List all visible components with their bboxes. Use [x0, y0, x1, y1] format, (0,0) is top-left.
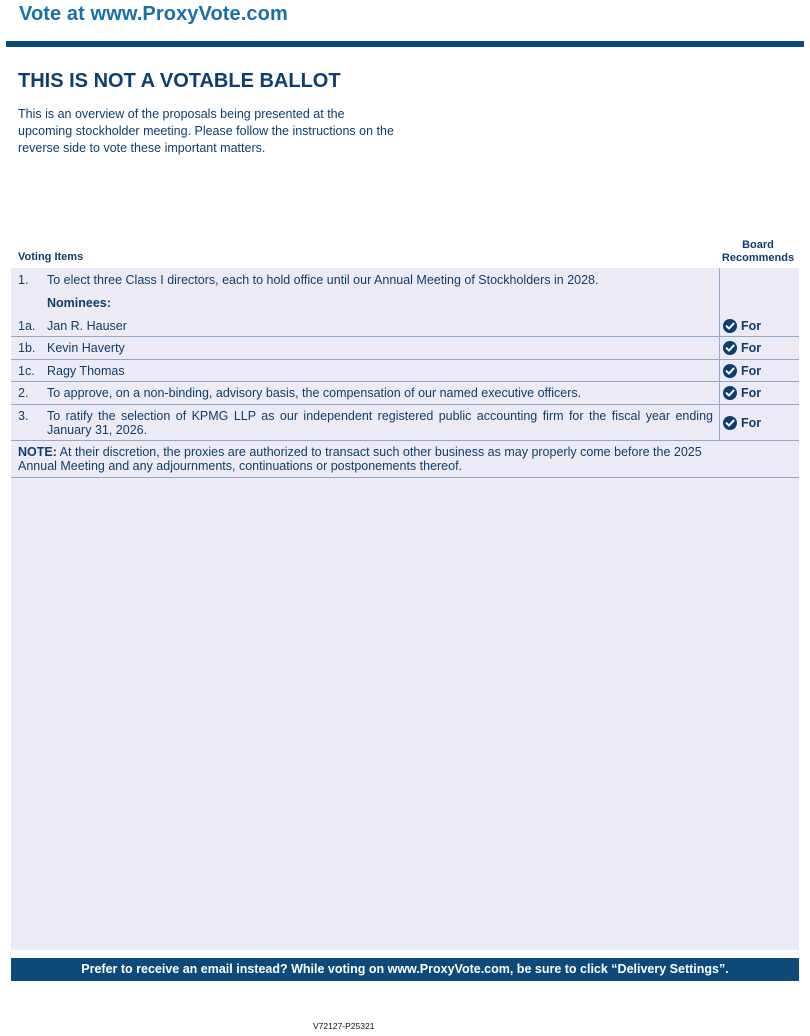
row-divider	[11, 381, 799, 382]
item-text: To elect three Class I directors, each to hold office until our Annual Meeting of Stockholders in 2028.	[47, 273, 599, 287]
recommendation-label: For	[741, 415, 762, 430]
voting-items-panel	[11, 268, 799, 950]
item-number: 1c.	[18, 364, 35, 378]
check-circle-icon	[723, 364, 737, 378]
document-code: V72127-P25321	[313, 1021, 375, 1031]
check-circle-icon	[723, 386, 737, 400]
recommendation	[723, 385, 761, 400]
item-number: 1a.	[18, 319, 36, 333]
nominee-name: Kevin Haverty	[47, 341, 125, 355]
note-text: At their discretion, the proxies are authorized to transact such other business as may properly come before the 2025 Annual Meeting and any adjournments, continuations or postponements thereof.	[18, 445, 702, 473]
recommendation-label: For	[741, 318, 762, 333]
header-title: Vote at www.ProxyVote.com	[19, 3, 288, 25]
column-divider	[719, 268, 720, 440]
item-text: To approve, on a non-binding, advisory basis, the compensation of our named executive officers.	[47, 386, 582, 400]
header-rule	[6, 41, 804, 47]
ballot-heading: THIS IS NOT A VOTABLE BALLOT	[18, 70, 341, 92]
board-recommends-line2: Recommends	[721, 252, 795, 264]
intro-text: This is an overview of the proposals being presented at the upcoming stockholder meeting. Please follow the instructions on the reverse side to vote these important matters.	[18, 107, 394, 155]
recommendation-label: For	[741, 385, 762, 400]
note	[18, 445, 718, 473]
nominee-name: Jan R. Hauser	[47, 319, 127, 333]
item-number: 3.	[18, 409, 29, 423]
row-divider	[11, 404, 799, 405]
recommendation-label: For	[741, 340, 762, 355]
check-circle-icon	[723, 341, 737, 355]
delivery-settings-banner: Prefer to receive an email instead? While voting on www.ProxyVote.com, be sure to click “Delivery Settings”.	[11, 958, 799, 981]
row-divider	[11, 440, 799, 441]
check-circle-icon	[723, 416, 737, 430]
recommendation	[723, 415, 761, 430]
item-text: To ratify the selection of KPMG LLP as our independent registered public accounting firm for the fiscal year ending January 31, 2026.	[47, 409, 713, 437]
recommendation	[723, 318, 761, 333]
recommendation	[723, 363, 761, 378]
nominee-name: Ragy Thomas	[47, 364, 125, 378]
row-divider	[11, 336, 799, 337]
recommendation	[723, 340, 761, 355]
note-label: NOTE:	[18, 445, 57, 459]
recommendation-label: For	[741, 363, 762, 378]
row-divider	[11, 477, 799, 478]
row-divider	[11, 359, 799, 360]
nominees-label: Nominees:	[47, 296, 111, 310]
board-recommends-header	[718, 239, 798, 265]
board-recommends-line1: Board	[742, 239, 774, 251]
item-number: 1b.	[18, 341, 36, 355]
item-number: 2.	[18, 386, 29, 400]
voting-items-header: Voting Items	[18, 251, 84, 263]
item-number: 1.	[18, 273, 29, 287]
check-circle-icon	[723, 319, 737, 333]
